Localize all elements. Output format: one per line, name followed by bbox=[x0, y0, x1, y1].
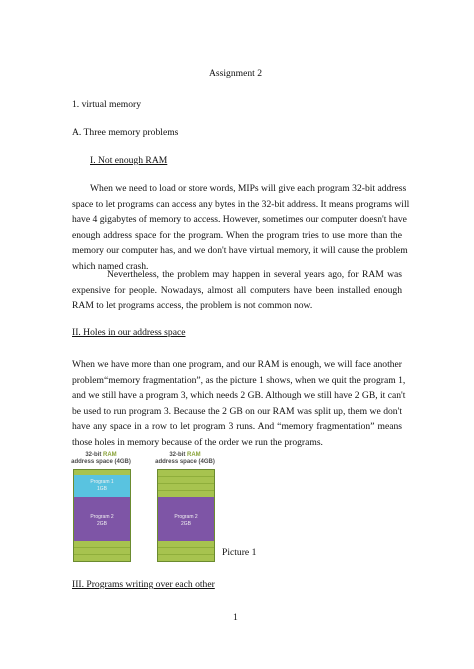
paragraph-line: have 4 gigabytes of memory to access. However, sometimes our computer doesn't have bbox=[72, 214, 407, 225]
left-address-space-column bbox=[73, 469, 131, 562]
document-title: Assignment 2 bbox=[209, 68, 263, 79]
free-block bbox=[74, 541, 130, 561]
heading-holes-in-address-space: II. Holes in our address space bbox=[72, 327, 186, 338]
paragraph-line: When we have more than one program, and our RAM is enough, we will face another bbox=[72, 359, 402, 370]
paragraph-line: and we still have a program 3, which needs 2 GB. Although we still have 2 GB, it can't bbox=[72, 390, 406, 401]
paragraph-line: enough address space for the program. When the program tries to use more than the bbox=[72, 229, 402, 241]
program-2-label: Program 2 bbox=[90, 514, 114, 520]
paragraph-holes bbox=[72, 357, 406, 450]
paragraph-line: Nevertheless, the problem may happen in several years ago, for RAM was bbox=[107, 269, 402, 280]
right-address-space-column bbox=[157, 469, 215, 562]
paragraph-line: RAM to let programs access, the problem is not common now. bbox=[72, 300, 313, 311]
program-1-label: Program 1 bbox=[90, 479, 114, 485]
section-three-memory-problems: A. Three memory problems bbox=[72, 127, 179, 138]
paragraph-line: space to let programs can access any bytes in the 32-bit address. It means programs will bbox=[72, 198, 410, 210]
paragraph-line: memory our computer has, and we don't have virtual memory, it will cause the problem bbox=[72, 245, 408, 256]
heading-not-enough-ram: I. Not enough RAM bbox=[90, 155, 168, 166]
program-2-size: 2GB bbox=[96, 521, 107, 527]
page-number: 1 bbox=[233, 612, 238, 623]
program-2-label: Program 2 bbox=[174, 514, 198, 520]
right-figure-caption: 32-bit RAM address space (4GB) bbox=[155, 452, 215, 465]
program-2-size: 2GB bbox=[180, 521, 191, 527]
paragraph-nevertheless bbox=[72, 267, 402, 314]
paragraph-line: which named crash. bbox=[72, 260, 149, 272]
paragraph-line: have any space in a row to let program 3 runs. And “memory fragmentation” means bbox=[72, 421, 402, 432]
paragraph-line: be used to run program 3. Because the 2 GB on our RAM was split up, them we don't bbox=[72, 405, 402, 417]
paragraph-line: expensive for people. Nowadays, almost all computers have been installed enough bbox=[72, 284, 402, 296]
left-figure-caption: 32-bit RAM address space (4GB) bbox=[71, 452, 131, 465]
paragraph-line: problem“memory fragmentation”, as the picture 1 shows, when we quit the program 1, bbox=[72, 374, 406, 386]
heading-programs-writing-over: III. Programs writing over each other bbox=[72, 579, 215, 590]
paragraph-line: those holes in memory because of the order we run the programs. bbox=[72, 436, 323, 448]
free-block bbox=[158, 470, 214, 497]
paragraph-not-enough-ram bbox=[72, 181, 410, 274]
program-1-size: 1GB bbox=[96, 486, 107, 492]
free-block bbox=[158, 541, 214, 561]
paragraph-line: When we need to load or store words, MIPs will give each program 32-bit address bbox=[90, 183, 407, 194]
section-virtual-memory: 1. virtual memory bbox=[72, 99, 142, 110]
figure-caption: Picture 1 bbox=[222, 547, 257, 558]
